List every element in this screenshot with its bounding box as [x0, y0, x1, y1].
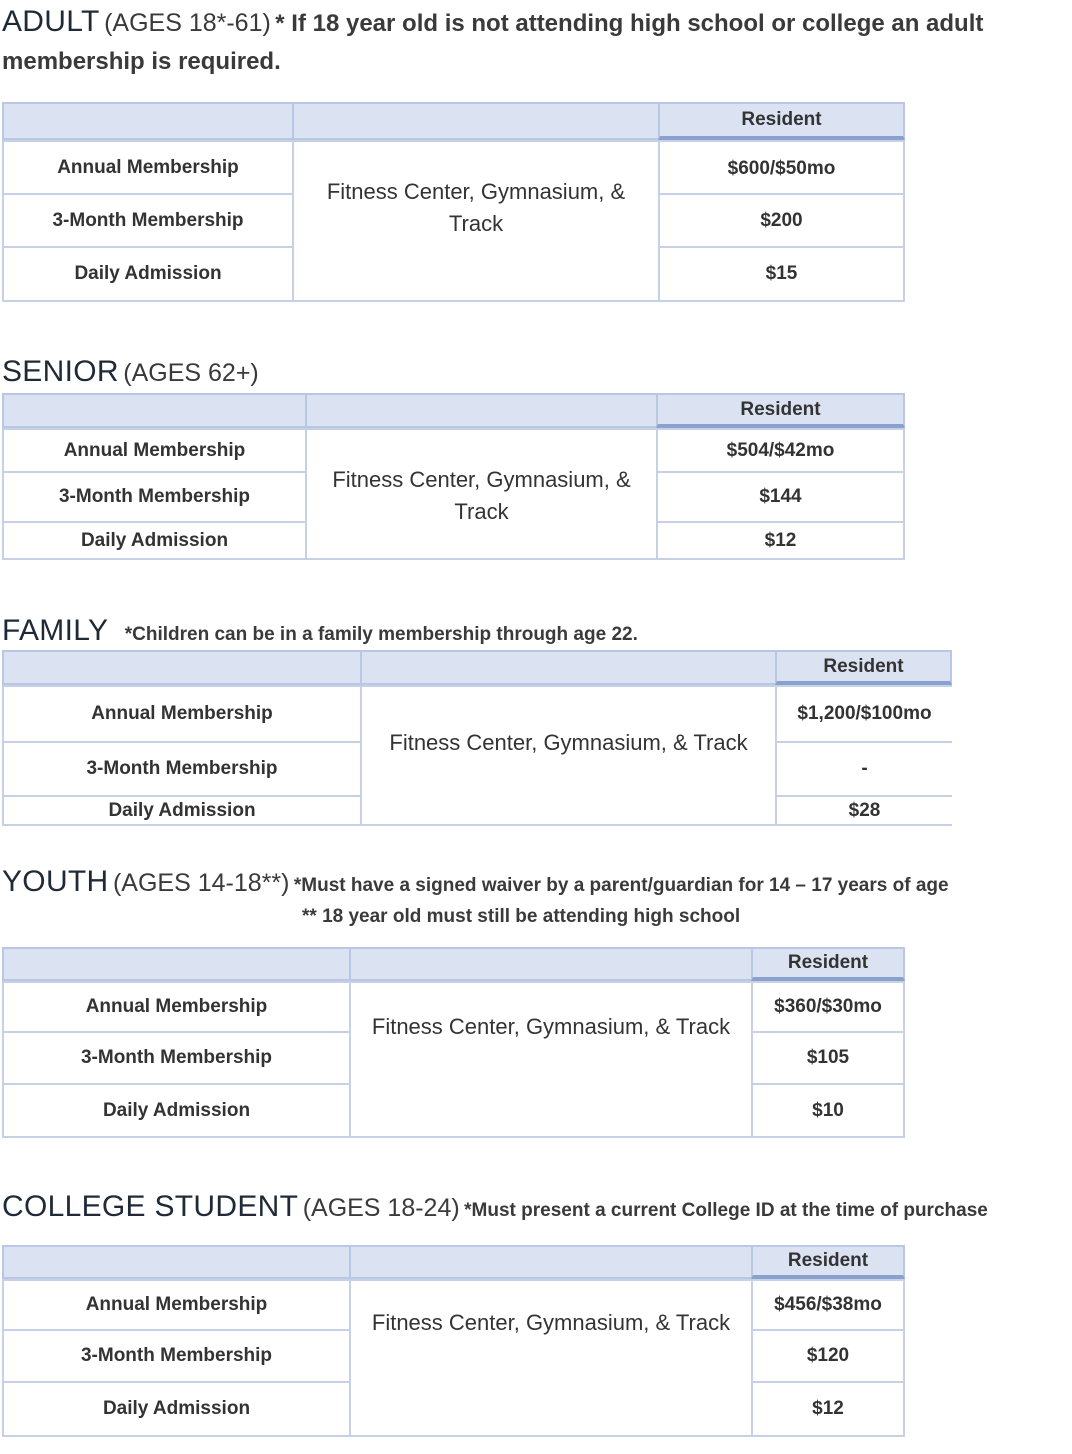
family-header-blank-1	[2, 650, 362, 685]
youth-header-resident: Resident	[751, 947, 905, 981]
college-row-label: Annual Membership	[2, 1279, 351, 1331]
youth-services: Fitness Center, Gymnasium, & Track	[349, 981, 753, 1138]
college-note: *Must present a current College ID at the time of purchase	[464, 1200, 988, 1221]
adult-row-price: $200	[658, 193, 905, 248]
adult-note: * If 18 year old is not attending high school or college an adult	[275, 10, 984, 37]
youth-ages: (AGES 14-18**)	[112, 869, 290, 897]
adult-header-resident: Resident	[658, 102, 905, 140]
youth-heading	[2, 864, 949, 900]
college-row-label: Daily Admission	[2, 1381, 351, 1437]
youth-row-price: $10	[751, 1083, 905, 1138]
adult-note-continued: membership is required.	[2, 48, 281, 75]
family-row-label: 3-Month Membership	[2, 741, 362, 797]
college-ages: (AGES 18-24)	[302, 1194, 460, 1222]
senior-row-price: $504/$42mo	[656, 428, 905, 473]
youth-note-2: ** 18 year old must still be attending high school	[302, 906, 741, 927]
college-services: Fitness Center, Gymnasium, & Track	[349, 1279, 753, 1437]
senior-ages: (AGES 62+)	[123, 359, 259, 387]
adult-title: ADULT	[2, 5, 100, 38]
adult-row-label: Daily Admission	[2, 246, 294, 302]
college-row-price: $120	[751, 1329, 905, 1383]
family-header-resident: Resident	[775, 650, 952, 685]
college-header-blank-2	[349, 1245, 753, 1279]
college-row-price: $456/$38mo	[751, 1279, 905, 1331]
college-table	[2, 1245, 905, 1437]
youth-header-blank-2	[349, 947, 753, 981]
family-row-price: $1,200/$100mo	[775, 685, 952, 743]
adult-ages: (AGES 18*-61)	[104, 9, 271, 37]
youth-title: YOUTH	[2, 865, 109, 898]
family-row-price: -	[775, 741, 952, 797]
youth-row-price: $360/$30mo	[751, 981, 905, 1033]
senior-services: Fitness Center, Gymnasium, & Track	[305, 428, 658, 560]
adult-row-price: $15	[658, 246, 905, 302]
senior-header-resident: Resident	[656, 393, 905, 428]
college-title: COLLEGE STUDENT	[2, 1190, 299, 1223]
adult-row-label: Annual Membership	[2, 140, 294, 195]
senior-row-price: $12	[656, 521, 905, 560]
senior-title: SENIOR	[2, 355, 119, 388]
youth-row-label: Annual Membership	[2, 981, 351, 1033]
adult-table	[2, 102, 905, 302]
college-header-resident: Resident	[751, 1245, 905, 1279]
adult-heading	[2, 4, 983, 40]
senior-header-blank-2	[305, 393, 658, 428]
senior-row-label: 3-Month Membership	[2, 471, 307, 523]
youth-row-price: $105	[751, 1031, 905, 1085]
family-header-blank-2	[360, 650, 777, 685]
youth-row-label: 3-Month Membership	[2, 1031, 351, 1085]
adult-header-blank-2	[292, 102, 660, 140]
senior-header-blank-1	[2, 393, 307, 428]
senior-table	[2, 393, 905, 560]
family-services: Fitness Center, Gymnasium, & Track	[360, 685, 777, 826]
youth-table	[2, 947, 905, 1138]
senior-heading	[2, 354, 259, 390]
family-title: FAMILY	[2, 614, 109, 647]
youth-note: *Must have a signed waiver by a parent/guardian for 14 – 17 years of age	[293, 875, 949, 896]
adult-row-label: 3-Month Membership	[2, 193, 294, 248]
adult-header-blank-1	[2, 102, 294, 140]
family-row-price: $28	[775, 795, 952, 826]
senior-row-label: Daily Admission	[2, 521, 307, 560]
family-row-label: Annual Membership	[2, 685, 362, 743]
family-heading	[2, 613, 638, 649]
senior-row-label: Annual Membership	[2, 428, 307, 473]
college-row-price: $12	[751, 1381, 905, 1437]
college-row-label: 3-Month Membership	[2, 1329, 351, 1383]
adult-services: Fitness Center, Gymnasium, & Track	[292, 140, 660, 302]
college-heading	[2, 1189, 988, 1225]
youth-header-blank-1	[2, 947, 351, 981]
college-header-blank-1	[2, 1245, 351, 1279]
adult-row-price: $600/$50mo	[658, 140, 905, 195]
youth-row-label: Daily Admission	[2, 1083, 351, 1138]
family-table	[2, 650, 952, 826]
family-row-label: Daily Admission	[2, 795, 362, 826]
senior-row-price: $144	[656, 471, 905, 523]
family-note: *Children can be in a family membership through age 22.	[124, 624, 638, 645]
